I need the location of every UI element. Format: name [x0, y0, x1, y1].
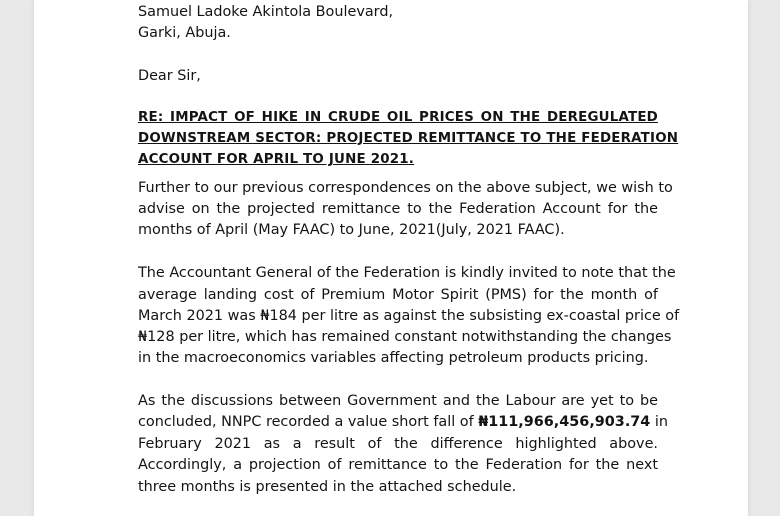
paragraph-3-line-2 [138, 412, 669, 433]
paragraph-2-line-4: ₦128 per litre, which has remained constant notwithstanding the changes [138, 329, 672, 345]
paragraph-2-line-1: The Accountant General of the Federation is kindly invited to note that the [138, 265, 676, 281]
paragraph-1-line-3: months of April (May FAAC) to June, 2021(July, 2021 FAAC). [138, 222, 565, 238]
subject-line-1: RE: IMPACT OF HIKE IN CRUDE OIL PRICES ON THE DEREGULATED [138, 110, 658, 125]
paragraph-3-line-2-text: concluded, NNPC recorded a value short fall of [138, 414, 474, 430]
shortfall-amount: ₦111,966,456,903.74 [478, 414, 651, 430]
paragraph-1-line-1: Further to our previous correspondences on the above subject, we wish to [138, 180, 673, 196]
address-line-1: Samuel Ladoke Akintola Boulevard, [138, 4, 394, 20]
paragraph-2-line-5: in the macroeconomics variables affecting petroleum products pricing. [138, 350, 649, 366]
paragraph-3-line-1: As the discussions between Government and the Labour are yet to be [138, 393, 658, 409]
paragraph-3-line-3: February 2021 as a result of the difference highlighted above. [138, 436, 658, 452]
subject-line-3: ACCOUNT FOR APRIL TO JUNE 2021. [138, 152, 415, 167]
paragraph-1-line-2: advise on the projected remittance to the Federation Account for the [138, 201, 658, 217]
paragraph-3-line-2-end: in [654, 414, 669, 430]
letter-page [34, 0, 748, 516]
paragraph-2-line-2: average landing cost of Premium Motor Spirit (PMS) for the month of [138, 287, 658, 303]
address-line-2: Garki, Abuja. [138, 25, 231, 41]
paragraph-3-line-5: three months is presented in the attached schedule. [138, 479, 517, 495]
paragraph-3-line-4: Accordingly, a projection of remittance to the Federation for the next [138, 457, 658, 473]
salutation: Dear Sir, [138, 68, 201, 84]
subject-line-2: DOWNSTREAM SECTOR: PROJECTED REMITTANCE TO THE FEDERATION [138, 131, 679, 146]
paragraph-2-line-3: March 2021 was ₦184 per litre as against the subsisting ex-coastal price of [138, 308, 680, 324]
